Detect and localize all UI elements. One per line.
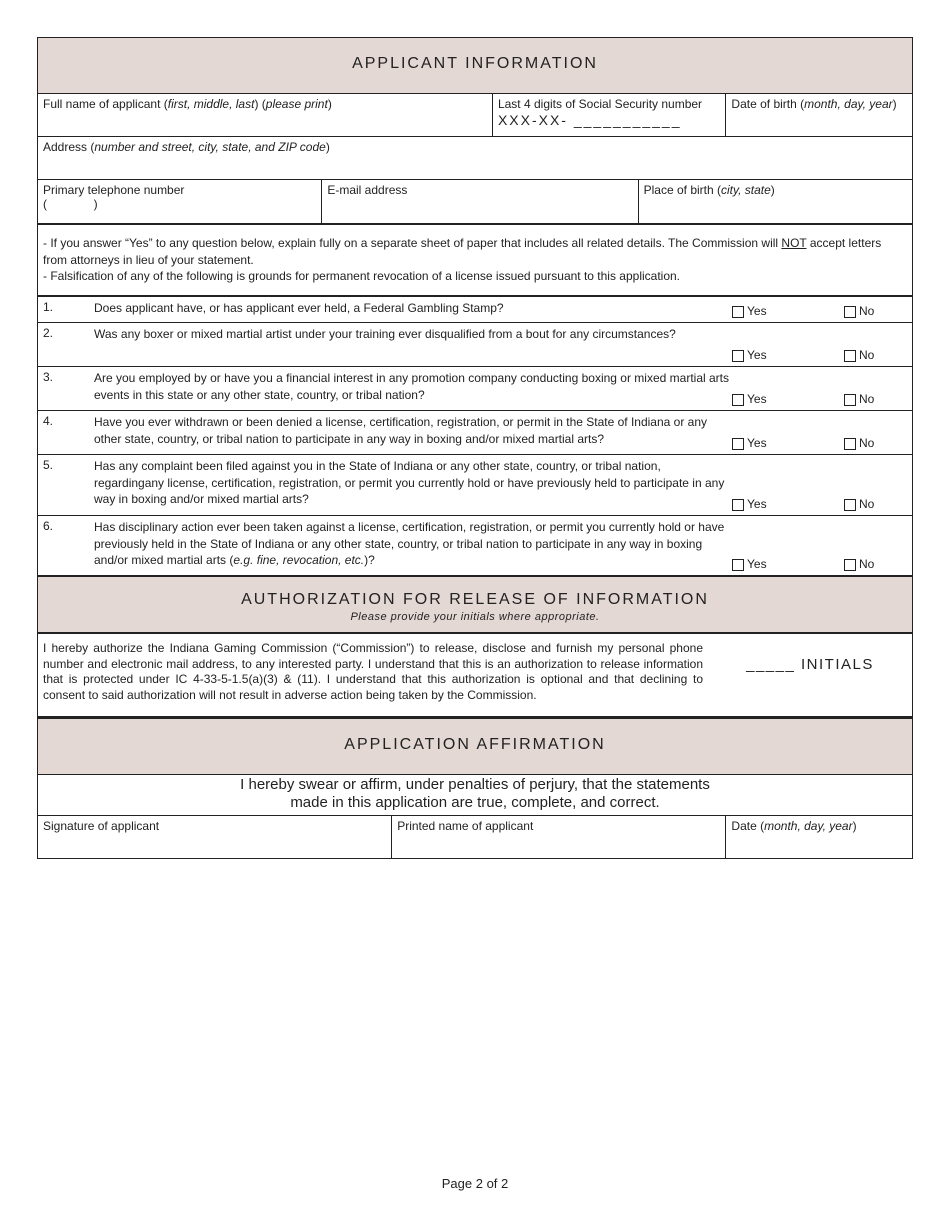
question-text-example: e.g. fine, revocation, etc. xyxy=(233,553,365,567)
checkbox-icon[interactable] xyxy=(844,499,856,511)
ssn-label: Last 4 digits of Social Security number xyxy=(497,97,703,111)
question-text: Does applicant have, or has applicant ever held, a Federal Gambling Stamp? xyxy=(94,301,504,315)
address-field[interactable] xyxy=(38,137,912,179)
section-title: APPLICATION AFFIRMATION xyxy=(344,736,606,753)
question-number: 5. xyxy=(43,458,54,472)
no-option[interactable] xyxy=(844,297,912,322)
checkbox-icon[interactable] xyxy=(844,350,856,362)
question-number: 4. xyxy=(43,414,54,428)
address-label: Address ( xyxy=(43,140,95,154)
authorization-box xyxy=(37,634,913,718)
question-number: 6. xyxy=(43,519,54,533)
date-label: Date ( xyxy=(731,819,765,833)
question-text: Was any boxer or mixed martial artist under your training ever disqualified from a bout for any circumstances? xyxy=(94,327,676,341)
yes-option[interactable] xyxy=(732,297,844,322)
yes-label: Yes xyxy=(747,348,767,362)
pob-label: Place of birth ( xyxy=(643,183,721,197)
checkbox-icon[interactable] xyxy=(844,394,856,406)
yes-option[interactable] xyxy=(732,516,844,575)
checkbox-icon[interactable] xyxy=(732,499,744,511)
application-form xyxy=(37,37,913,859)
email-label: E-mail address xyxy=(327,183,408,197)
phone-value: ( ) xyxy=(43,197,98,211)
ssn-value: XXX-XX- ___________ xyxy=(497,112,682,128)
email-field[interactable] xyxy=(321,180,637,223)
date-hint: month, day, year xyxy=(764,819,853,833)
dob-hint: month, day, year xyxy=(804,97,893,111)
question-number: 3. xyxy=(43,370,54,384)
affirmation-line-1: I hereby swear or affirm, under penalties of perjury, that the statements xyxy=(240,776,710,793)
row-contact xyxy=(37,180,913,225)
no-option[interactable] xyxy=(844,411,912,454)
question-1 xyxy=(37,297,913,323)
signature-label: Signature of applicant xyxy=(43,819,160,833)
question-2 xyxy=(37,323,913,367)
row-signature xyxy=(37,816,913,859)
question-6 xyxy=(37,516,913,576)
checkbox-icon[interactable] xyxy=(844,306,856,318)
yes-option[interactable] xyxy=(732,323,844,366)
instruction-line-1-end: accept letters from attorneys in lieu of your statement. xyxy=(43,236,882,267)
full-name-label-mid: ) ( xyxy=(254,97,266,111)
full-name-hint: first, middle, last xyxy=(167,97,255,111)
phone-field[interactable] xyxy=(38,180,321,223)
printed-name-label: Printed name of applicant xyxy=(397,819,534,833)
section-authorization-header xyxy=(37,576,913,634)
checkbox-icon[interactable] xyxy=(732,350,744,362)
pob-field[interactable] xyxy=(638,180,912,223)
page-number: Page 2 of 2 xyxy=(441,1176,509,1191)
instructions-box xyxy=(37,225,913,297)
yes-label: Yes xyxy=(747,304,767,318)
section-title: AUTHORIZATION FOR RELEASE OF INFORMATION xyxy=(241,591,709,608)
date-label-end: ) xyxy=(852,819,857,833)
no-label: No xyxy=(859,392,875,406)
full-name-field[interactable] xyxy=(38,94,492,136)
checkbox-icon[interactable] xyxy=(844,438,856,450)
full-name-hint-2: please print xyxy=(265,97,328,111)
section-subtitle: Please provide your initials where appropriate. xyxy=(350,611,600,623)
row-name xyxy=(37,93,913,137)
instructions-text xyxy=(38,225,912,295)
instruction-line-1: - If you answer “Yes” to any question below, explain fully on a separate sheet of paper that includes all related details. The Commission will xyxy=(43,236,782,250)
address-label-end: ) xyxy=(325,140,330,154)
question-text-end: )? xyxy=(364,553,375,567)
yes-option[interactable] xyxy=(732,411,844,454)
affirmation-line-2: made in this application are true, complete, and correct. xyxy=(290,794,660,811)
question-text: Are you employed by or have you a financial interest in any promotion company conducting boxing or mixed martial arts events in this state or any other state, country, or tribal nation? xyxy=(94,371,729,402)
question-number: 2. xyxy=(43,326,54,340)
yes-label: Yes xyxy=(747,497,767,511)
question-number: 1. xyxy=(43,300,54,314)
yes-label: Yes xyxy=(747,436,767,450)
no-option[interactable] xyxy=(844,323,912,366)
checkbox-icon[interactable] xyxy=(844,559,856,571)
printed-name-field[interactable] xyxy=(391,816,725,858)
address-hint: number and street, city, state, and ZIP code xyxy=(94,140,326,154)
authorization-text: I hereby authorize the Indiana Gaming Commission (“Commission”) to release, disclose and furnish my personal phone number and electronic mail address, to any interested party. I understand that this is an authorization to release information that is protected under IC 4-33-5-1.5(a)(3) & (11). I understand that this authorization is optional and that declining to consent to said authorization will not result in adverse action being taken by the Commission. xyxy=(43,641,703,702)
question-text xyxy=(94,516,732,575)
no-label: No xyxy=(859,557,875,571)
full-name-label: Full name of applicant ( xyxy=(43,97,168,111)
pob-label-end: ) xyxy=(770,183,775,197)
no-label: No xyxy=(859,436,875,450)
ssn-field[interactable] xyxy=(492,94,725,136)
no-option[interactable] xyxy=(844,455,912,515)
question-text: Has any complaint been filed against you in the State of Indiana or any other state, country, or tribal nation, regardingany license, certification, registration, or permit you currently hold or have previously held to participate in any way in boxing and/or mixed martial arts? xyxy=(94,459,725,506)
checkbox-icon[interactable] xyxy=(732,438,744,450)
full-name-label-end: ) xyxy=(327,97,332,111)
affirmation-text xyxy=(38,775,912,815)
signature-field[interactable] xyxy=(38,816,391,858)
no-option[interactable] xyxy=(844,516,912,575)
date-field[interactable] xyxy=(725,816,912,858)
checkbox-icon[interactable] xyxy=(732,306,744,318)
section-title: APPLICANT INFORMATION xyxy=(352,55,598,72)
phone-label: Primary telephone number xyxy=(43,183,185,197)
yes-label: Yes xyxy=(747,392,767,406)
instruction-line-2: - Falsification of any of the following is grounds for permanent revocation of a license issued pursuant to this application. xyxy=(43,269,681,283)
checkbox-icon[interactable] xyxy=(732,559,744,571)
question-text: Have you ever withdrawn or been denied a license, certification, registration, or permit in the State of Indiana or any other state, country, or tribal nation to participate in any way in boxing and/or mixed martial arts? xyxy=(94,415,708,446)
yes-option[interactable] xyxy=(732,455,844,515)
yes-option[interactable] xyxy=(732,367,844,410)
no-label: No xyxy=(859,497,875,511)
question-3 xyxy=(37,367,913,411)
question-4 xyxy=(37,411,913,455)
affirmation-statement xyxy=(37,774,913,816)
no-label: No xyxy=(859,304,875,318)
question-5 xyxy=(37,455,913,516)
instruction-not: NOT xyxy=(781,236,807,250)
question-text-part: Has disciplinary action ever been taken against a license, certification, registration, or permit you currently hold or have previously held in the State of Indiana or any other state, country, or tribal nation to participate in any way in boxing and/or mixed martial arts ( xyxy=(94,520,725,567)
initials-field[interactable]: _____ INITIALS xyxy=(746,656,874,673)
row-address xyxy=(37,137,913,180)
dob-label-end: ) xyxy=(892,97,897,111)
no-label: No xyxy=(859,348,875,362)
dob-field[interactable] xyxy=(725,94,912,136)
pob-hint: city, state xyxy=(721,183,771,197)
dob-label: Date of birth ( xyxy=(731,97,805,111)
yes-label: Yes xyxy=(747,557,767,571)
section-affirmation-header xyxy=(37,718,913,774)
no-option[interactable] xyxy=(844,367,912,410)
checkbox-icon[interactable] xyxy=(732,394,744,406)
section-applicant-header xyxy=(37,37,913,93)
